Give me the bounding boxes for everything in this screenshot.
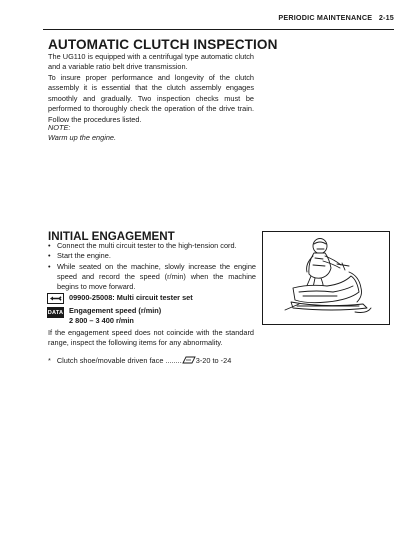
note-label: NOTE:: [48, 123, 71, 132]
rider-illustration-frame: [262, 231, 390, 325]
section-title-clutch: AUTOMATIC CLUTCH INSPECTION: [48, 37, 278, 52]
reference-line: [48, 356, 231, 366]
note-block: [48, 123, 116, 144]
spec-value: 2 800 – 3 400 r/min: [69, 316, 134, 325]
list-item: • Connect the multi circuit tester to the high-tension cord.: [48, 241, 237, 250]
data-badge: DATA: [47, 307, 64, 318]
wrench-icon: [47, 293, 64, 304]
header-section: PERIODIC MAINTENANCE: [278, 13, 373, 22]
clutch-intro-paragraph: The UG110 is equipped with a centrifugal type automatic clutch and a variable ratio belt drive transmission.: [48, 52, 254, 72]
procedure-list: [48, 241, 256, 292]
page-header: [43, 8, 394, 28]
list-item: • While seated on the machine, slowly increase the engine speed and record the speed (r/min) when the machine begins to move forward.: [48, 261, 256, 292]
followup-paragraph: If the engagement speed does not coincide with the standard range, inspect the following items for any abnormality.: [48, 328, 254, 348]
spec-label: Engagement speed (r/min): [69, 306, 162, 315]
bullet-text: Connect the multi circuit tester to the high-tension cord.: [57, 241, 237, 250]
special-tool-text: 09900-25008: Multi circuit tester set: [69, 293, 193, 302]
bullet-text: While seated on the machine, slowly increase the engine speed and record the speed (r/min) when the machine begins to move forward.: [57, 261, 256, 292]
section-title-engagement: INITIAL ENGAGEMENT: [48, 230, 175, 243]
header-title: [278, 13, 394, 22]
reference-star: *: [48, 356, 51, 365]
rider-on-scooter-illustration: [263, 232, 389, 324]
clutch-requirement-paragraph: To insure proper performance and longevity of the clutch assembly it is essential that the clutch assembly engages smoothly and gradually. Two inspection checks must be performed to thoroughly check the operation of the drive train. Follow the procedures listed.: [48, 73, 254, 124]
wrench-glyph: [49, 295, 62, 302]
header-page-number: 2-15: [378, 13, 394, 22]
reference-pages: 3-20 to -24: [195, 356, 232, 365]
reference-text: Clutch shoe/movable driven face ........: [56, 356, 182, 365]
header-rule: [43, 29, 394, 30]
note-text: Warm up the engine.: [48, 133, 117, 143]
list-item: • Start the engine.: [48, 251, 111, 261]
page-reference-icon: [182, 356, 196, 364]
bullet-text: Start the engine.: [57, 251, 111, 261]
